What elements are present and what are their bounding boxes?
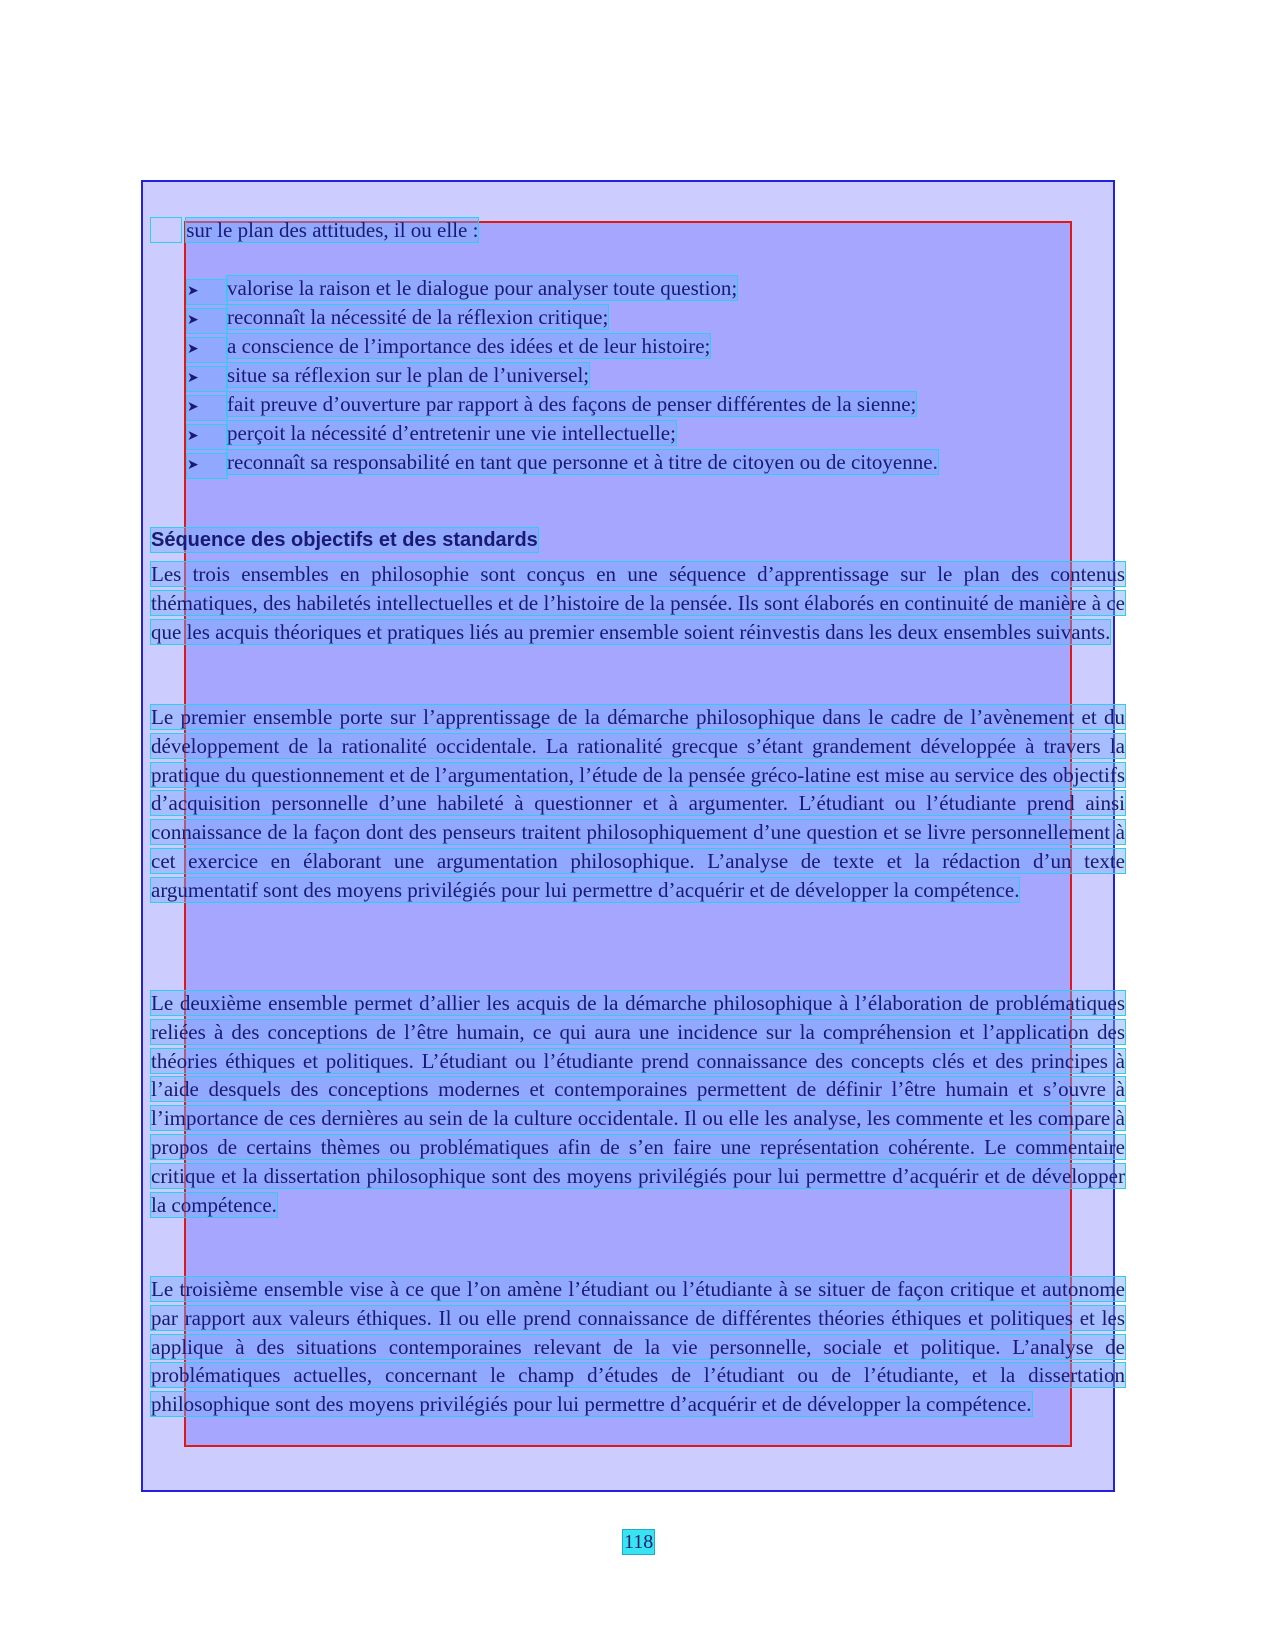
dash-marker (151, 218, 181, 242)
attitudes-heading-text: sur le plan des attitudes, il ou elle : (186, 218, 479, 242)
arrow-bullet-icon: ➤ (187, 425, 227, 449)
list-item (187, 392, 938, 421)
list-item (187, 305, 938, 334)
list-item-text: reconnaît sa responsabilité en tant que personne et à titre de citoyen ou de citoyenne. (227, 450, 938, 474)
paragraph (151, 989, 1125, 1219)
page-content (151, 0, 1125, 1500)
arrow-bullet-icon: ➤ (187, 338, 227, 362)
paragraph (151, 703, 1125, 905)
arrow-bullet-icon: ➤ (187, 309, 227, 333)
paragraph (151, 560, 1125, 646)
paragraph-text: Les trois ensembles en philosophie sont conçus en une séquence d’apprentissage sur le plan des contenus thématiques, des habiletés intellectuelles et de l’histoire de la pensée. Ils sont élaborés en continuité de manière à ce que les acquis théoriques et pratiques liés au premier ensemble soient réinvestis dans les deux ensembles suivants. (151, 562, 1125, 644)
list-item-text: situe sa réflexion sur le plan de l’universel; (227, 363, 590, 387)
attitudes-heading (151, 218, 478, 242)
section-title: Séquence des objectifs et des standards (151, 529, 538, 551)
paragraph (151, 1275, 1125, 1419)
paragraph-text: Le premier ensemble porte sur l’apprentissage de la démarche philosophique dans le cadre de l’avènement et du développement de la rationalité occidentale. La rationalité grecque s’étant grandement développée à travers la pratique du questionnement et de l’argumentation, l’étude de la pensée gréco-latine est mise au service des objectifs d’acquisition personnelle d’une habileté à questionner et à argumenter. L’étudiant ou l’étudiante prend ainsi connaissance de la façon dont des penseurs traitent philosophiquement d’une question et se livre personnellement à cet exercice en élaborant une argumentation philosophique. L’analyse de texte et la rédaction d’un texte argumentatif sont des moyens privilégiés pour lui permettre d’acquérir et de développer la compétence. (151, 705, 1126, 902)
paragraph-text: Le troisième ensemble vise à ce que l’on amène l’étudiant ou l’étudiante à se situer de façon critique et autonome par rapport aux valeurs éthiques. Il ou elle prend connaissance de différentes théories éthiques et politiques et les applique à des situations contemporaines relevant de la vie personnelle, sociale et politique. L’analyse de problématiques actuelles, concernant le champ d’études de l’étudiant ou de l’étudiante, et la dissertation philosophique sont des moyens privilégiés pour lui permettre d’acquérir et de développer la compétence. (151, 1277, 1125, 1417)
arrow-bullet-icon: ➤ (187, 396, 227, 420)
list-item-text: valorise la raison et le dialogue pour analyser toute question; (227, 276, 738, 300)
paragraph-text: Le deuxième ensemble permet d’allier les acquis de la démarche philosophique à l’élaboration de problématiques reliées à des conceptions de l’être humain, ce qui aura une incidence sur la compréhension et l’application des théories éthiques et politiques. L’étudiant ou l’étudiante prend connaissance des concepts clés et des principes à l’aide desquels des conceptions modernes et contemporaines permettent de définir l’être humain et s’ouvre à l’importance de ces dernières au sein de la culture occidentale. Il ou elle les analyse, les commente et les compare à propos de certains thèmes ou problématiques afin de s’en faire une représentation cohérente. Le commentaire critique et la dissertation philosophique sont des moyens privilégiés pour lui permettre d’acquérir et de développer la compétence. (151, 991, 1125, 1217)
list-item (187, 421, 938, 450)
page-number: 118 (624, 1531, 654, 1553)
list-item (187, 276, 938, 305)
attitudes-list (187, 276, 938, 479)
list-item-text: reconnaît la nécessité de la réflexion critique; (227, 305, 609, 329)
list-item (187, 450, 938, 479)
list-item-text: a conscience de l’importance des idées et de leur histoire; (227, 334, 711, 358)
list-item-text: fait preuve d’ouverture par rapport à des façons de penser différentes de la sienne; (227, 392, 917, 416)
arrow-bullet-icon: ➤ (187, 454, 227, 478)
arrow-bullet-icon: ➤ (187, 280, 227, 304)
list-item (187, 363, 938, 392)
list-item-text: perçoit la nécessité d’entretenir une vie intellectuelle; (227, 421, 676, 445)
list-item (187, 334, 938, 363)
arrow-bullet-icon: ➤ (187, 367, 227, 391)
